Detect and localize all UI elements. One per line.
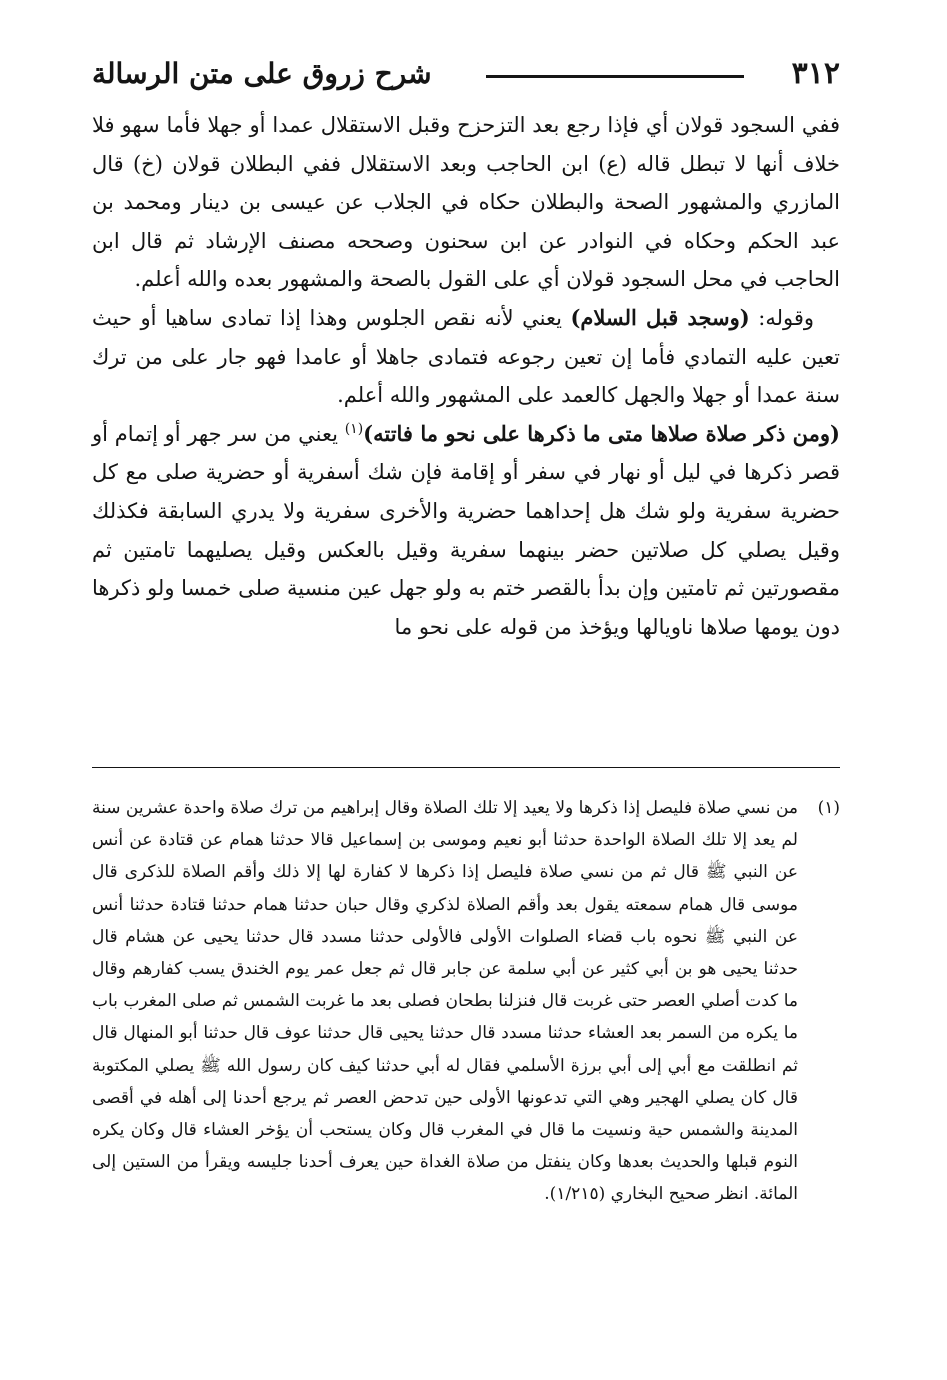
footnote-number: (١) [817, 798, 840, 818]
header-divider [486, 75, 744, 78]
page-number: ٣١٢ [791, 56, 840, 91]
paragraph-3 [92, 415, 840, 647]
footnote-divider [92, 767, 840, 768]
paragraph-2 [92, 299, 840, 415]
footnote-reference[interactable]: (١) [344, 420, 364, 437]
paragraph-1: ففي السجود قولان أي فإذا رجع بعد التزحزح وقبل الاستقلال عمدا أو جهلا فأما سهو فلا خلاف أنها لا تبطل قاله (ع) ابن الحاجب وبعد الاستقلال ففي البطلان قولان (خ) قال المازري والمشهور الصحة والبطلان حكاه في الجلاب عن عيسى بن دينار ومحمد بن عبد الحكم وحكاه في النوادر عن ابن سحنون وصححه مصنف الإرشاد ثم قال ابن الحاجب في محل السجود قولان أي على القول بالصحة والمشهور بعده والله أعلم. [92, 113, 841, 292]
paragraph-3-commentary: يعني من سر جهر أو إتمام أو قصر ذكرها في ليل أو نهار في سفر أو إقامة فإن شك أسفرية أو حضرية صلى مع كل حضرية سفرية ولو شك هل إحداهما حضرية والأخرى سفرية ولا يدري السابقة فكذلك وقيل يصلي كل صلاتين حضر بينهما سفرية وقيل بالعكس وقيل يصليهما تامتين ثم مقصورتين ثم تامتين وإن بدأ بالقصر ختم به ولو جهل عين منسية صلى خمسا ولو ذكرها دون يومها صلاها ناويالها ويؤخذ من قوله على نحو ما [92, 421, 840, 639]
paragraph-2-lead: وقوله: [749, 305, 815, 330]
footnote-item [92, 792, 840, 1211]
footnote-text: من نسي صلاة فليصل إذا ذكرها ولا يعيد إلا تلك الصلاة وقال إبراهيم من ترك صلاة واحدة عشرين سنة لم يعد إلا تلك الصلاة الواحدة حدثنا أبو نعيم وموسى بن إسماعيل قالا حدثنا همام عن قتادة عن أنس عن النبي ﷺ قال ثم من نسي صلاة فليصل إذا ذكرها لا كفارة لها إلا ذلك وأقم الصلاة للذكرى قال موسى قال همام سمعته يقول بعد وأقم الصلاة لذكري وقال حبان حدثنا همام حدثنا قتادة حدثنا أنس عن النبي ﷺ نحوه باب قضاء الصلوات الأولى فالأولى حدثنا مسدد قال حدثنا يحيى عن هشام قال حدثنا يحيى هو بن أبي كثير عن أبي سلمة عن جابر قال ثم جعل عمر يوم الخندق يسب كفارهم وقال ما كدت أصلي العصر حتى غربت قال فنزلنا بطحان فصلى بعد ما غربت الشمس ثم صلى المغرب باب ما يكره من السمر بعد العشاء حدثنا مسدد قال حدثنا يحيى قال حدثنا عوف قال حدثنا أبو المنهال قال ثم انطلقت مع أبي إلى أبي برزة الأسلمي فقال له أبي حدثنا كيف كان رسول الله ﷺ يصلي المكتوبة قال كان يصلي الهجير وهي التي تدعونها الأولى حين تدحض العصر ثم يرجع أحدنا إلى أهله في أقصى المدينة والشمس حية ونسيت ما قال في المغرب قال وكان يستحب أن يؤخر العشاء قال وكان يكره النوم قبلها والحديث بعدها وكان ينفتل من صلاة الغداة حين يعرف أحدنا جليسه ويقرأ من الستين إلى المائة. انظر صحيح البخاري (١/٢١٥). [92, 798, 798, 1205]
page-header [92, 52, 840, 96]
footnotes [92, 792, 840, 1211]
main-text [92, 106, 840, 646]
running-title: شرح زروق على متن الرسالة [92, 57, 432, 90]
quoted-matn: (ومن ذكر صلاة صلاها متى ما ذكرها على نحو ما فاتته) [363, 420, 840, 446]
paragraph-2-commentary: يعني لأنه نقص الجلوس وهذا إذا تمادى ساهيا أو حيث تعين عليه التمادي فأما إن تعين رجوعه فتمادى جاهلا أو عامدا فهو جار على من ترك سنة عمدا أو جهلا والجهل كالعمد على المشهور والله أعلم. [92, 305, 840, 408]
quoted-matn: (وسجد قبل السلام) [570, 304, 750, 330]
